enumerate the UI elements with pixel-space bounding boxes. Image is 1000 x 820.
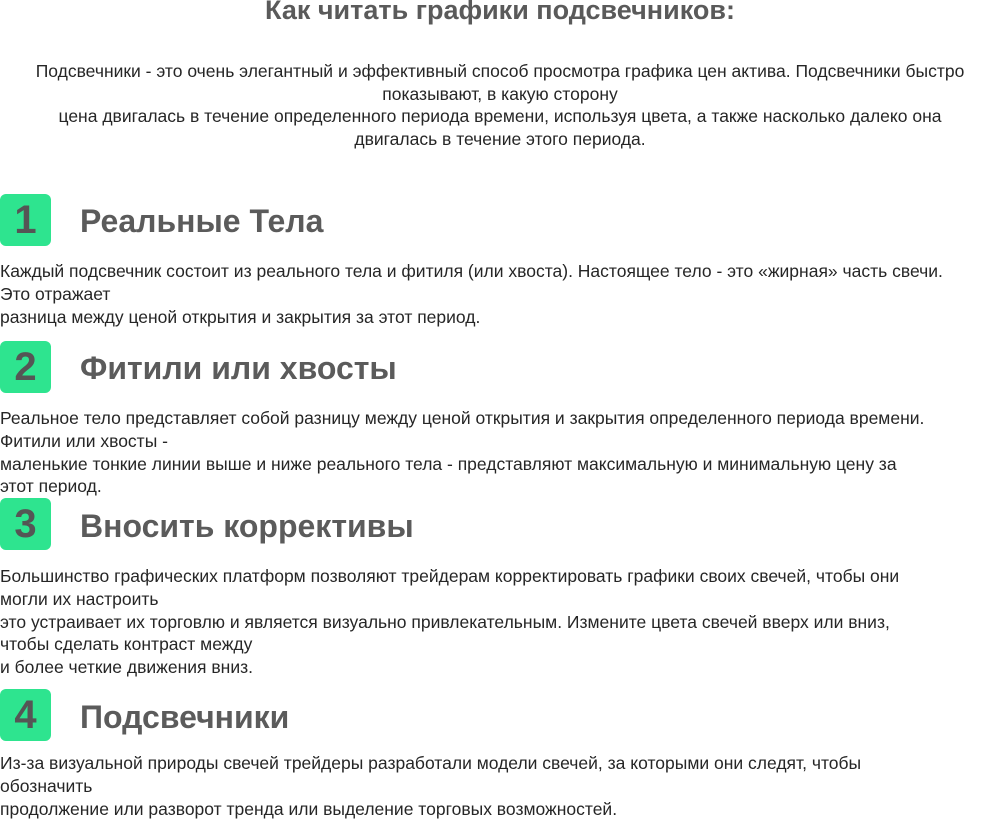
text-line: этот период.	[0, 476, 102, 497]
section-number-badge-2: 2	[0, 341, 51, 393]
intro-line: Подсвечники - это очень элегантный и эффективный способ просмотра графика цен актива. Подсвечники быстро	[35, 61, 965, 81]
section-heading-2: Фитили или хвосты	[80, 350, 397, 386]
section-number-badge-1: 1	[0, 194, 51, 246]
section-text-3	[0, 565, 1000, 679]
text-line: и более четкие движения вниз.	[0, 657, 253, 678]
text-line: обозначить	[0, 775, 93, 796]
text-line: Фитили или хвосты -	[0, 430, 168, 451]
text-line: Это отражает	[0, 283, 111, 304]
text-line: это устраивает их торговлю и является визуально привлекательным. Измените цвета свечей вверх или вниз,	[0, 611, 890, 632]
section-number-badge-4: 4	[0, 689, 51, 741]
intro-line: цена двигалась в течение определенного периода времени, используя цвета, а также насколько далеко она	[58, 106, 942, 126]
text-line: Из-за визуальной природы свечей трейдеры разработали модели свечей, за которыми они следят, чтобы	[0, 753, 862, 773]
section-text-4	[0, 752, 1000, 820]
text-line: маленькие тонкие линии выше и ниже реального тела - представляют максимальную и минимальную цену за	[0, 453, 897, 474]
text-line: разница между ценой открытия и закрытия за этот период.	[0, 306, 481, 327]
text-line: Каждый подсвечник состоит из реального тела и фитиля (или хвоста). Настоящее тело - это «жирная» часть свечи.	[0, 261, 943, 281]
text-line: продолжение или разворот тренда или выделение торговых возможностей.	[0, 798, 618, 819]
page-title: Как читать графики подсвечников:	[265, 0, 735, 25]
section-heading-3: Вносить коррективы	[80, 508, 414, 544]
text-line: могли их настроить	[0, 588, 159, 609]
text-line: Реальное тело представляет собой разницу между ценой открытия и закрытия определенного периода времени.	[0, 408, 925, 428]
text-line: Большинство графических платформ позволяют трейдерам корректировать графики своих свечей, чтобы они	[0, 566, 900, 586]
intro-line: двигалась в течение этого периода.	[354, 128, 646, 149]
section-text-1	[0, 260, 1000, 328]
section-number-badge-3: 3	[0, 498, 51, 550]
section-text-2	[0, 407, 1000, 498]
section-heading-1: Реальные Тела	[80, 203, 324, 239]
intro-line: показывают, в какую сторону	[382, 83, 618, 104]
intro-paragraph	[0, 60, 1000, 150]
section-heading-4: Подсвечники	[80, 699, 290, 735]
text-line: чтобы сделать контраст между	[0, 634, 253, 655]
